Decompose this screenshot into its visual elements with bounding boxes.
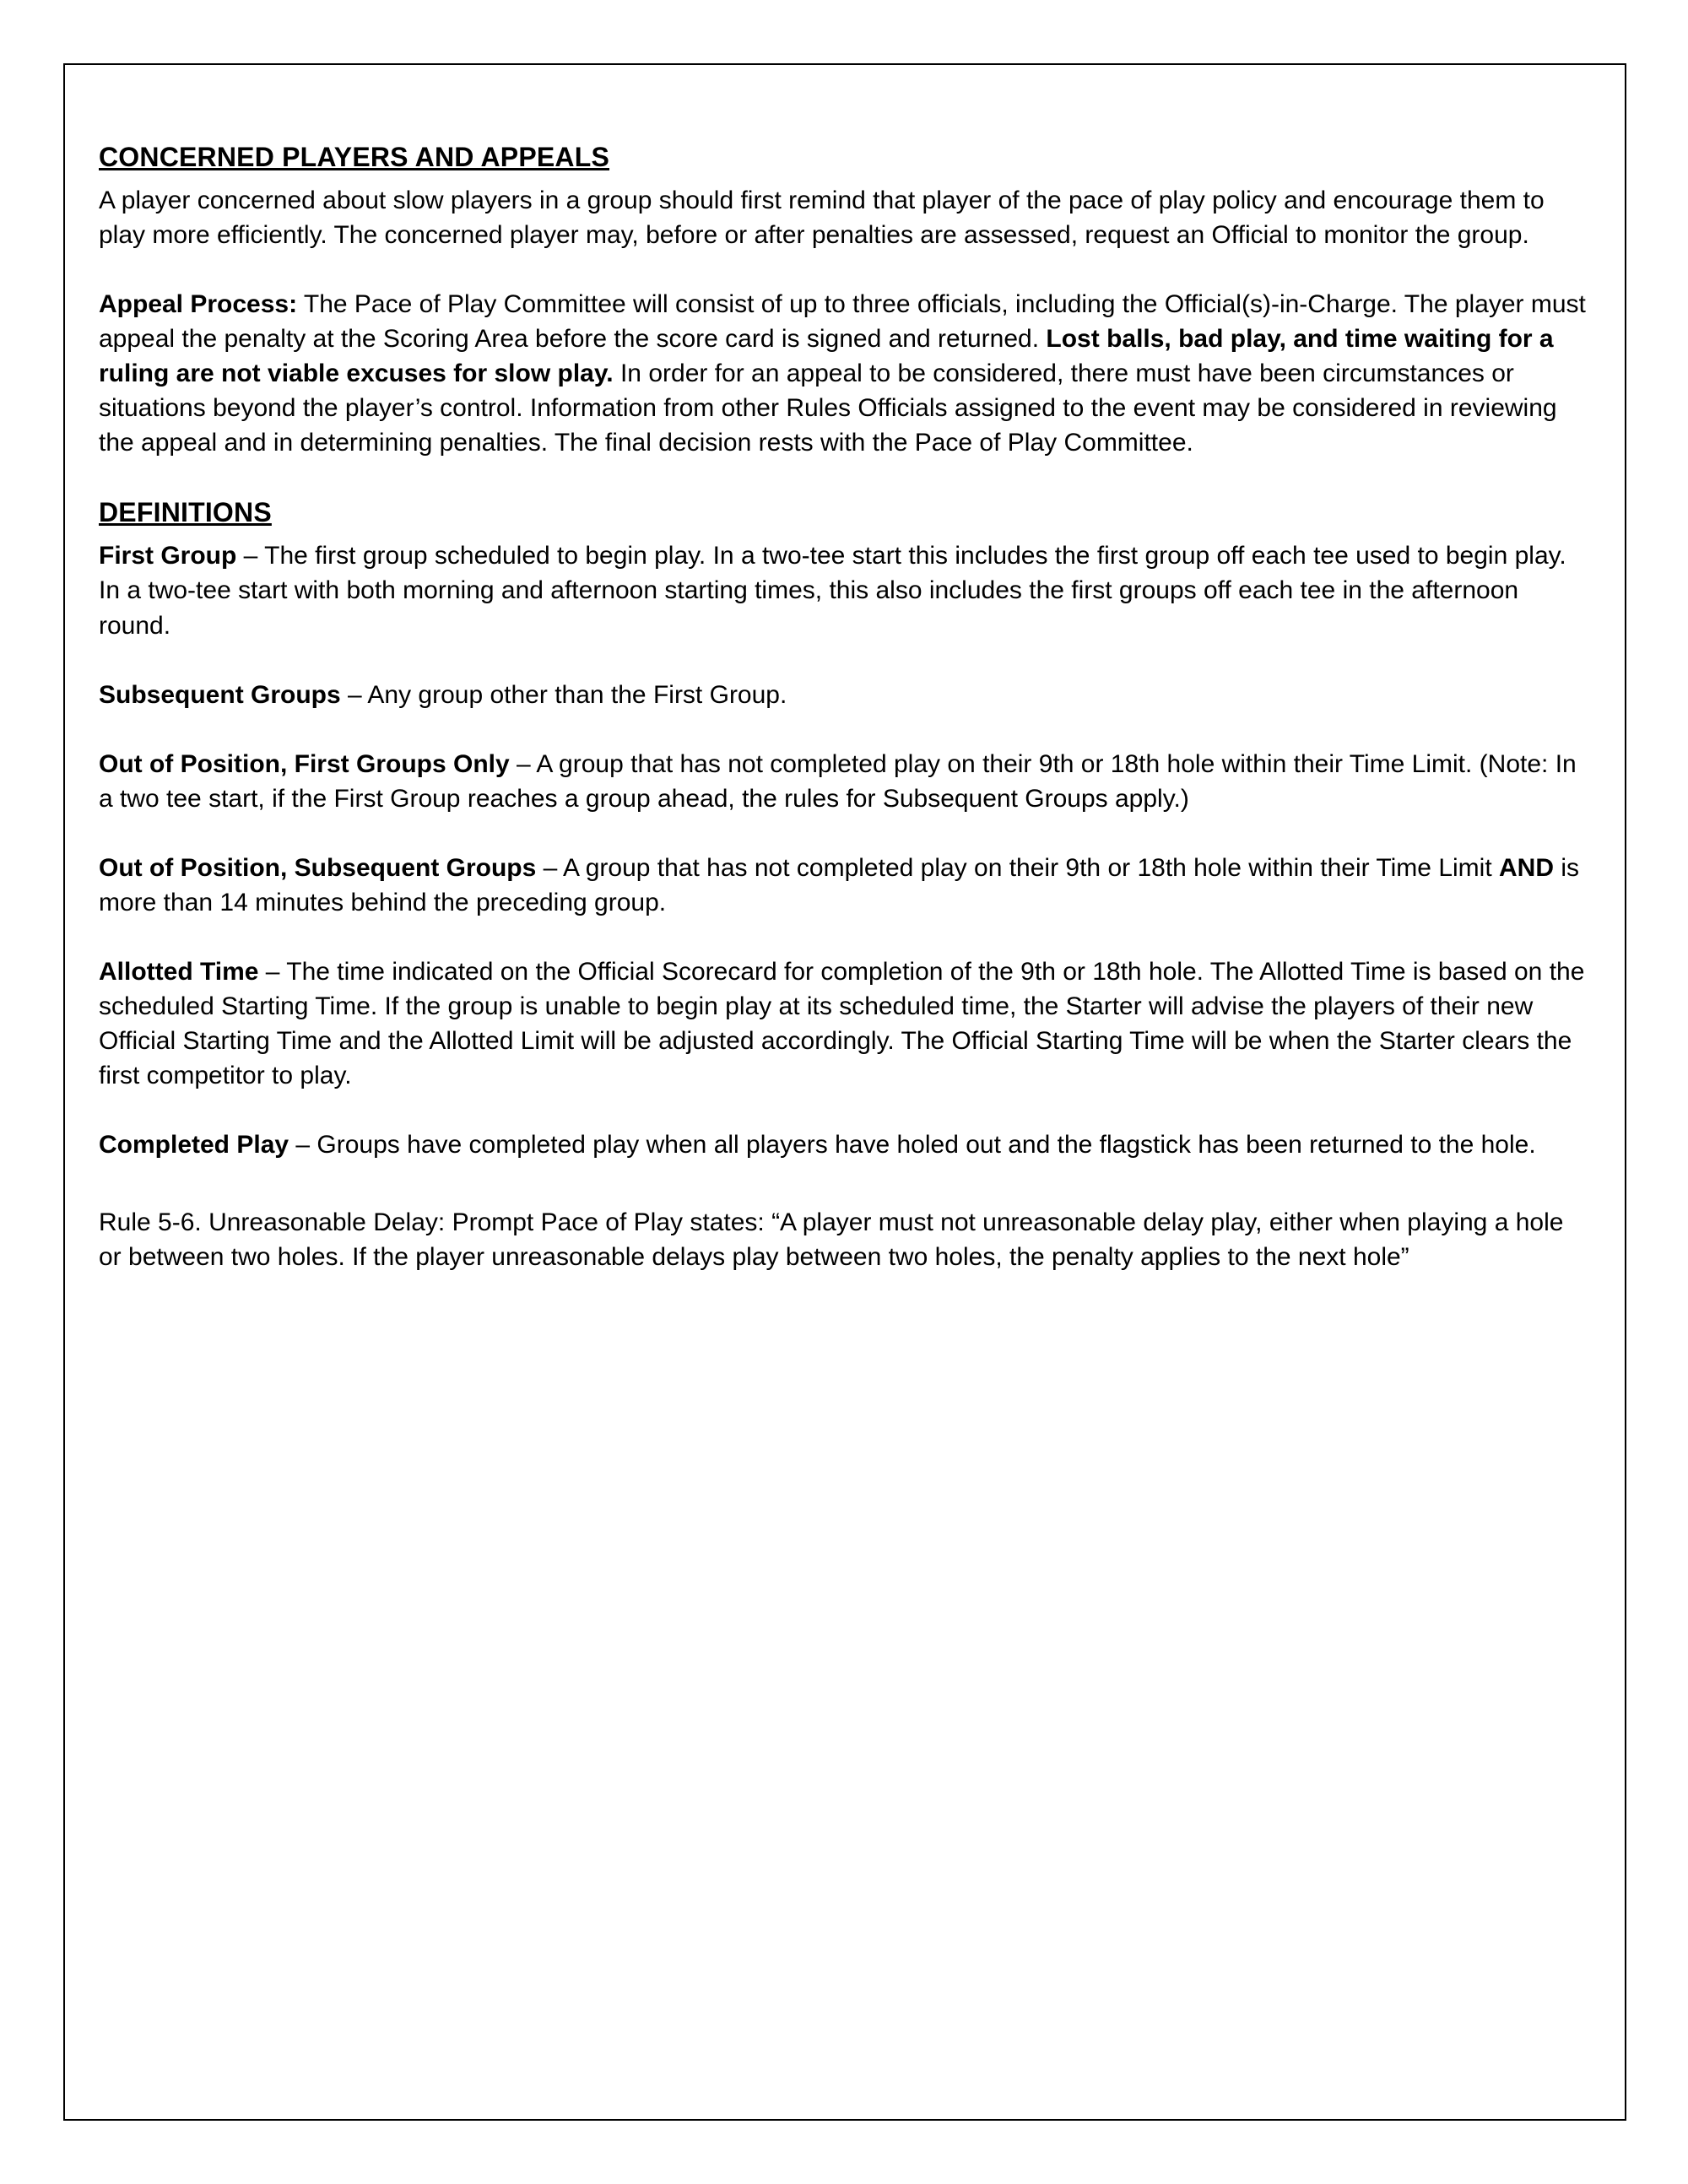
definition-out-of-position-first-text: – A group that has not completed play on their 9th or 18th hole within their Time Limit. (Note: In a two tee start, if the First Group reaches a group ahead, the rules for Subsequent Groups apply.) <box>99 749 1577 813</box>
intro-text: A player concerned about slow players in a group should first remind that player of the pace of play policy and encourage them to play more efficiently. The concerned player may, before or after penalties are assessed, request an Official to monitor the group. <box>99 186 1545 249</box>
definition-subsequent-groups-text: – Any group other than the First Group. <box>340 680 787 709</box>
paragraph-appeal-process <box>99 287 1591 460</box>
term-completed-play: Completed Play <box>99 1131 289 1160</box>
heading-definitions: DEFINITIONS <box>99 497 272 528</box>
heading-concerned-players-and-appeals: CONCERNED PLAYERS AND APPEALS <box>99 142 610 172</box>
term-allotted-time: Allotted Time <box>99 958 259 987</box>
definition-out-of-position-subsequent-text-1: – A group that has not completed play on their 9th or 18th hole within their Time Limit <box>536 853 1499 882</box>
appeal-process-label: Appeal Process: <box>99 290 298 319</box>
definition-allotted-time-text: – The time indicated on the Official Scorecard for completion of the 9th or 18th hole. The Allotted Time is based on the scheduled Starting Time. If the group is unable to begin play at its scheduled time, the Starter will advise the players of their new Official Starting Time and the Allotted Limit will be adjusted accordingly. The Official Starting Time will be when the Starter clears the first competitor to play. <box>99 958 1585 1090</box>
paragraph-concerned-players-intro <box>99 183 1591 252</box>
appeal-process-body-2: In order for an appeal to be considered, there must have been circumstances or situations beyond the player’s control. Information from other Rules Officials assigned to the event may be considered in reviewing the appeal and in determining penalties. The final decision rests with the Pace of Play Committee. <box>99 359 1557 457</box>
appeal-process-body-1: The Pace of Play Committee will consist of up to three officials, including the Official(s)-in-Charge. The player must appeal the penalty at the Scoring Area before the score card is signed and returned. <box>99 290 1586 354</box>
paragraph-definition-first-group <box>99 538 1591 642</box>
paragraph-definition-out-of-position-first <box>99 747 1591 816</box>
paragraph-definition-subsequent-groups <box>99 678 1591 712</box>
definition-and-emphasis: AND <box>1499 853 1554 882</box>
paragraph-rule-5-6 <box>99 1205 1591 1274</box>
page-border <box>63 63 1626 2121</box>
definition-first-group-text: – The first group scheduled to begin play. In a two-tee start this includes the first group off each tee used to begin play. In a two-tee start with both morning and afternoon starting times, this also includes the first groups off each tee in the afternoon round. <box>99 542 1566 640</box>
term-first-group: First Group <box>99 542 237 570</box>
term-out-of-position-first-groups: Out of Position, First Groups Only <box>99 749 510 778</box>
paragraph-definition-completed-play <box>99 1127 1591 1162</box>
term-out-of-position-subsequent-groups: Out of Position, Subsequent Groups <box>99 853 537 882</box>
appeal-process-bold-sentence: Lost balls, bad play, and time waiting for a ruling are not viable excuses for slow play. <box>99 325 1554 388</box>
definition-completed-play-text: – Groups have completed play when all players have holed out and the flagstick has been returned to the hole. <box>289 1131 1536 1160</box>
term-subsequent-groups: Subsequent Groups <box>99 680 341 709</box>
paragraph-definition-allotted-time <box>99 954 1591 1093</box>
rule-5-6-text: Rule 5-6. Unreasonable Delay: Prompt Pace of Play states: “A player must not unreasonable delay play, either when playing a hole or between two holes. If the player unreasonable delays play between two holes, the penalty applies to the next hole” <box>99 1208 1564 1271</box>
paragraph-definition-out-of-position-subsequent <box>99 851 1591 920</box>
definition-out-of-position-subsequent-text-2: is more than 14 minutes behind the preceding group. <box>99 853 1579 916</box>
page-content <box>65 65 1625 1308</box>
